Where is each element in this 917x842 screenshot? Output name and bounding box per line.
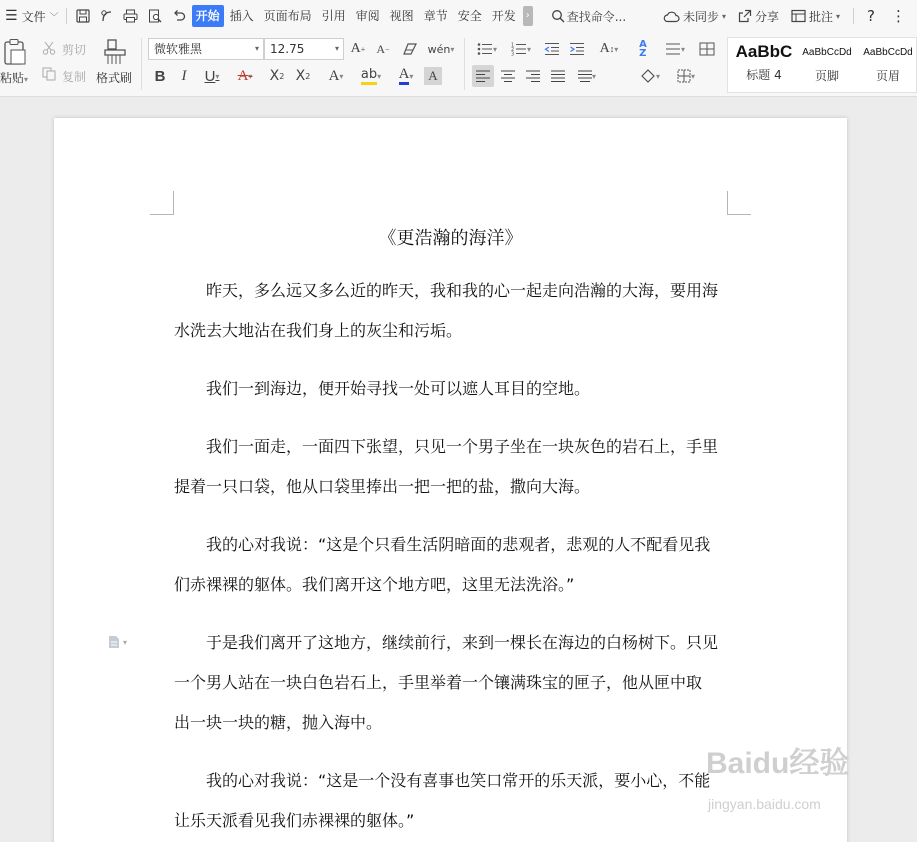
style-preview: AaBbCcDd (863, 47, 913, 58)
paste-icon[interactable] (2, 38, 28, 66)
format-painter-button[interactable]: 格式刷 (96, 71, 133, 85)
tab-references[interactable]: 引用 (321, 9, 346, 23)
watermark-brand: Baidu经验 (706, 747, 850, 780)
ribbon-toolbar (0, 32, 917, 97)
command-search[interactable] (551, 8, 626, 25)
format-painter-icon[interactable] (102, 38, 128, 66)
chevron-down-icon: ▾ (526, 44, 531, 54)
style-preview: AaBbC (735, 42, 793, 61)
tab-home[interactable]: 开始 (192, 5, 224, 27)
italic-icon[interactable]: I (181, 67, 187, 84)
chevron-down-icon: ▾ (450, 44, 455, 54)
paragraph[interactable] (174, 427, 734, 507)
highlight-icon[interactable]: ab ▾ (355, 65, 387, 87)
paragraph-line: 水洗去大地沾在我们身上的灰尘和污垢。 (174, 321, 463, 340)
paragraph-line: 于是我们离开了这地方，继续前行，来到一棵长在海边的白杨树下。只见 (206, 633, 719, 652)
print-icon[interactable] (119, 5, 143, 27)
text-direction-icon[interactable]: A ↕ ▾ (599, 41, 619, 56)
align-right-icon[interactable] (522, 65, 544, 87)
chevron-down-icon: ▾ (721, 11, 726, 21)
paragraph[interactable] (174, 525, 734, 605)
clear-format-icon[interactable] (399, 38, 421, 60)
shrink-font-icon[interactable]: A − (376, 41, 390, 56)
file-menu[interactable] (2, 5, 62, 27)
style-caption: 页脚 (814, 69, 839, 83)
chevron-down-icon: ▾ (334, 44, 339, 53)
chevron-down-icon: ▾ (409, 71, 414, 81)
chevron-down-icon: ▾ (254, 44, 259, 53)
chevron-down-icon: ▾ (591, 71, 596, 81)
export-pdf-icon[interactable] (95, 5, 119, 27)
paragraph[interactable] (174, 369, 734, 409)
file-menu-label: 文件 (21, 9, 46, 24)
divider (66, 8, 67, 24)
command-search-label: 查找命令... (566, 9, 627, 24)
numbered-list-icon[interactable] (506, 38, 536, 60)
more-options-button[interactable]: ⋮ (891, 7, 906, 25)
print-preview-icon[interactable] (143, 5, 167, 27)
cut-button[interactable]: 剪切 (62, 43, 87, 57)
menu-bar (0, 0, 917, 32)
sort-icon[interactable]: A Z (639, 39, 647, 59)
share-button[interactable] (735, 5, 782, 27)
paragraph-handle[interactable] (108, 635, 127, 649)
chevron-down-icon: ▾ (492, 44, 497, 54)
margin-corner-top-right (727, 191, 751, 215)
styles-gallery (727, 37, 917, 93)
chevron-down-icon: ▾ (248, 71, 253, 81)
chevron-down-icon: ▾ (123, 637, 128, 647)
paragraph-line: 我的心对我说：“这是个只看生活阴暗面的悲观者，悲观的人不配看见我 (206, 535, 711, 554)
more-tabs-button[interactable] (523, 6, 533, 26)
watermark (706, 730, 906, 830)
divider (853, 8, 854, 24)
paragraph-line: 我们一到海边，便开始寻找一处可以遮人耳目的空地。 (206, 379, 591, 398)
help-button[interactable]: ? (867, 7, 875, 25)
table-layout-icon[interactable] (696, 38, 718, 60)
svg-text:2: 2 (510, 47, 515, 53)
paragraph-line: 我们一面走，一面四下张望，只见一个男子坐在一块灰色的岩石上，手里 (206, 437, 719, 456)
tab-insert[interactable]: 插入 (229, 9, 254, 23)
chevron-down-icon: ▾ (215, 71, 220, 81)
decrease-indent-icon[interactable] (541, 38, 563, 60)
bold-icon[interactable]: B (154, 67, 166, 85)
paragraph-line: 们赤裸裸的躯体。我们离开这个地方吧，这里无法洗浴。” (174, 575, 575, 594)
watermark-url: jingyan.baidu.com (708, 796, 821, 812)
save-icon[interactable] (71, 5, 95, 27)
cloud-icon (663, 10, 680, 23)
distributed-align-icon[interactable] (572, 65, 602, 87)
comment-icon (791, 9, 806, 23)
cut-icon[interactable] (41, 40, 57, 56)
underline-icon[interactable]: U ▾ (204, 67, 220, 85)
style-header[interactable] (858, 47, 917, 84)
paragraph[interactable] (174, 623, 734, 743)
font-color-icon[interactable]: A ▾ (391, 65, 421, 87)
paragraph[interactable] (174, 271, 734, 351)
style-caption: 页眉 (875, 69, 900, 83)
line-spacing-icon[interactable] (660, 38, 690, 60)
subscript-icon[interactable]: X 2 (295, 68, 311, 84)
strikethrough-icon[interactable]: A ▾ (237, 67, 253, 84)
paragraph[interactable] (174, 761, 734, 841)
paste-label: 粘贴 (0, 71, 25, 85)
chevron-down-icon: ▾ (377, 71, 382, 81)
hamburger-icon: ☰ (5, 8, 18, 24)
search-icon (551, 9, 565, 23)
chevron-right-icon: › (525, 10, 530, 21)
superscript-icon[interactable]: X 2 (269, 68, 285, 84)
paragraph-line: 我的心对我说：“这是一个没有喜事也笑口常开的乐天派，要小心，不能 (206, 771, 711, 790)
shading-icon[interactable] (634, 65, 666, 87)
sync-status[interactable] (660, 5, 729, 27)
bullet-list-icon[interactable] (472, 38, 502, 60)
divider (464, 38, 465, 90)
svg-text:1: 1 (510, 42, 515, 49)
chevron-down-icon: ▾ (680, 44, 685, 54)
paste-button[interactable] (0, 69, 28, 86)
chevron-down-icon: ▾ (836, 11, 841, 21)
grow-font-icon[interactable]: A + (350, 41, 366, 56)
tab-security[interactable]: 安全 (457, 9, 482, 23)
copy-icon[interactable] (41, 66, 57, 82)
document-title[interactable]: 《更浩瀚的海洋》 (378, 228, 523, 249)
style-footer[interactable] (796, 47, 858, 84)
tab-chapter[interactable]: 章节 (423, 9, 448, 23)
paragraph-line: 昨天，多么远又多么近的昨天，我和我的心一起走向浩瀚的大海，要用海 (206, 281, 719, 300)
chevron-down-icon: ▾ (339, 71, 344, 81)
font-name-value: 微软雅黑 (154, 42, 203, 56)
paragraph-line: 让乐天派看见我们赤裸裸的躯体。” (174, 811, 415, 830)
chevron-down-icon: ▾ (690, 71, 695, 81)
borders-icon[interactable] (670, 65, 702, 87)
increase-indent-icon[interactable] (566, 38, 588, 60)
char-shading-icon[interactable]: A (424, 67, 442, 85)
align-center-icon[interactable] (497, 65, 519, 87)
sync-status-label: 未同步 (682, 9, 719, 24)
tab-developer[interactable]: 开发 (491, 9, 516, 23)
comment-button[interactable] (788, 5, 843, 27)
text-effect-icon[interactable]: A ▾ (328, 67, 344, 84)
chevron-down-icon: ▾ (614, 44, 619, 54)
paragraph-line: 提着一只口袋，他从口袋里捧出一把一把的盐，撒向大海。 (174, 477, 591, 496)
font-name-select[interactable] (148, 38, 264, 60)
chevron-down-icon: ▾ (24, 75, 29, 84)
font-size-value: 12.75 (270, 42, 305, 56)
font-size-select[interactable] (264, 38, 344, 60)
tab-review[interactable]: 审阅 (355, 9, 380, 23)
copy-button[interactable]: 复制 (62, 70, 87, 84)
chevron-down-icon: ▾ (655, 71, 660, 81)
style-preview: AaBbCcDd (802, 47, 852, 58)
justify-icon[interactable] (547, 65, 569, 87)
phonetic-guide-icon[interactable]: wén ▾ (427, 42, 455, 56)
chevron-down-icon: ﹀ (49, 12, 59, 23)
margin-corner-top-left (150, 191, 174, 215)
tab-page-layout[interactable]: 页面布局 (263, 9, 312, 23)
divider (141, 38, 142, 90)
tab-view[interactable]: 视图 (389, 9, 414, 23)
comment-label: 批注 (809, 9, 834, 24)
svg-text:3: 3 (510, 51, 515, 56)
style-heading-4[interactable] (732, 42, 796, 83)
paragraph-line: 出一块一块的糖，抛入海中。 (174, 713, 383, 732)
document-icon (108, 635, 120, 649)
align-left-icon[interactable] (472, 65, 494, 87)
undo-icon[interactable] (167, 5, 191, 27)
share-label: 分享 (754, 9, 779, 24)
paragraph-line: 一个男人站在一块白色岩石上，手里举着一个镶满珠宝的匣子，他从匣中取 (174, 673, 703, 692)
style-caption: 标题 4 (746, 68, 782, 82)
share-icon (738, 9, 752, 23)
